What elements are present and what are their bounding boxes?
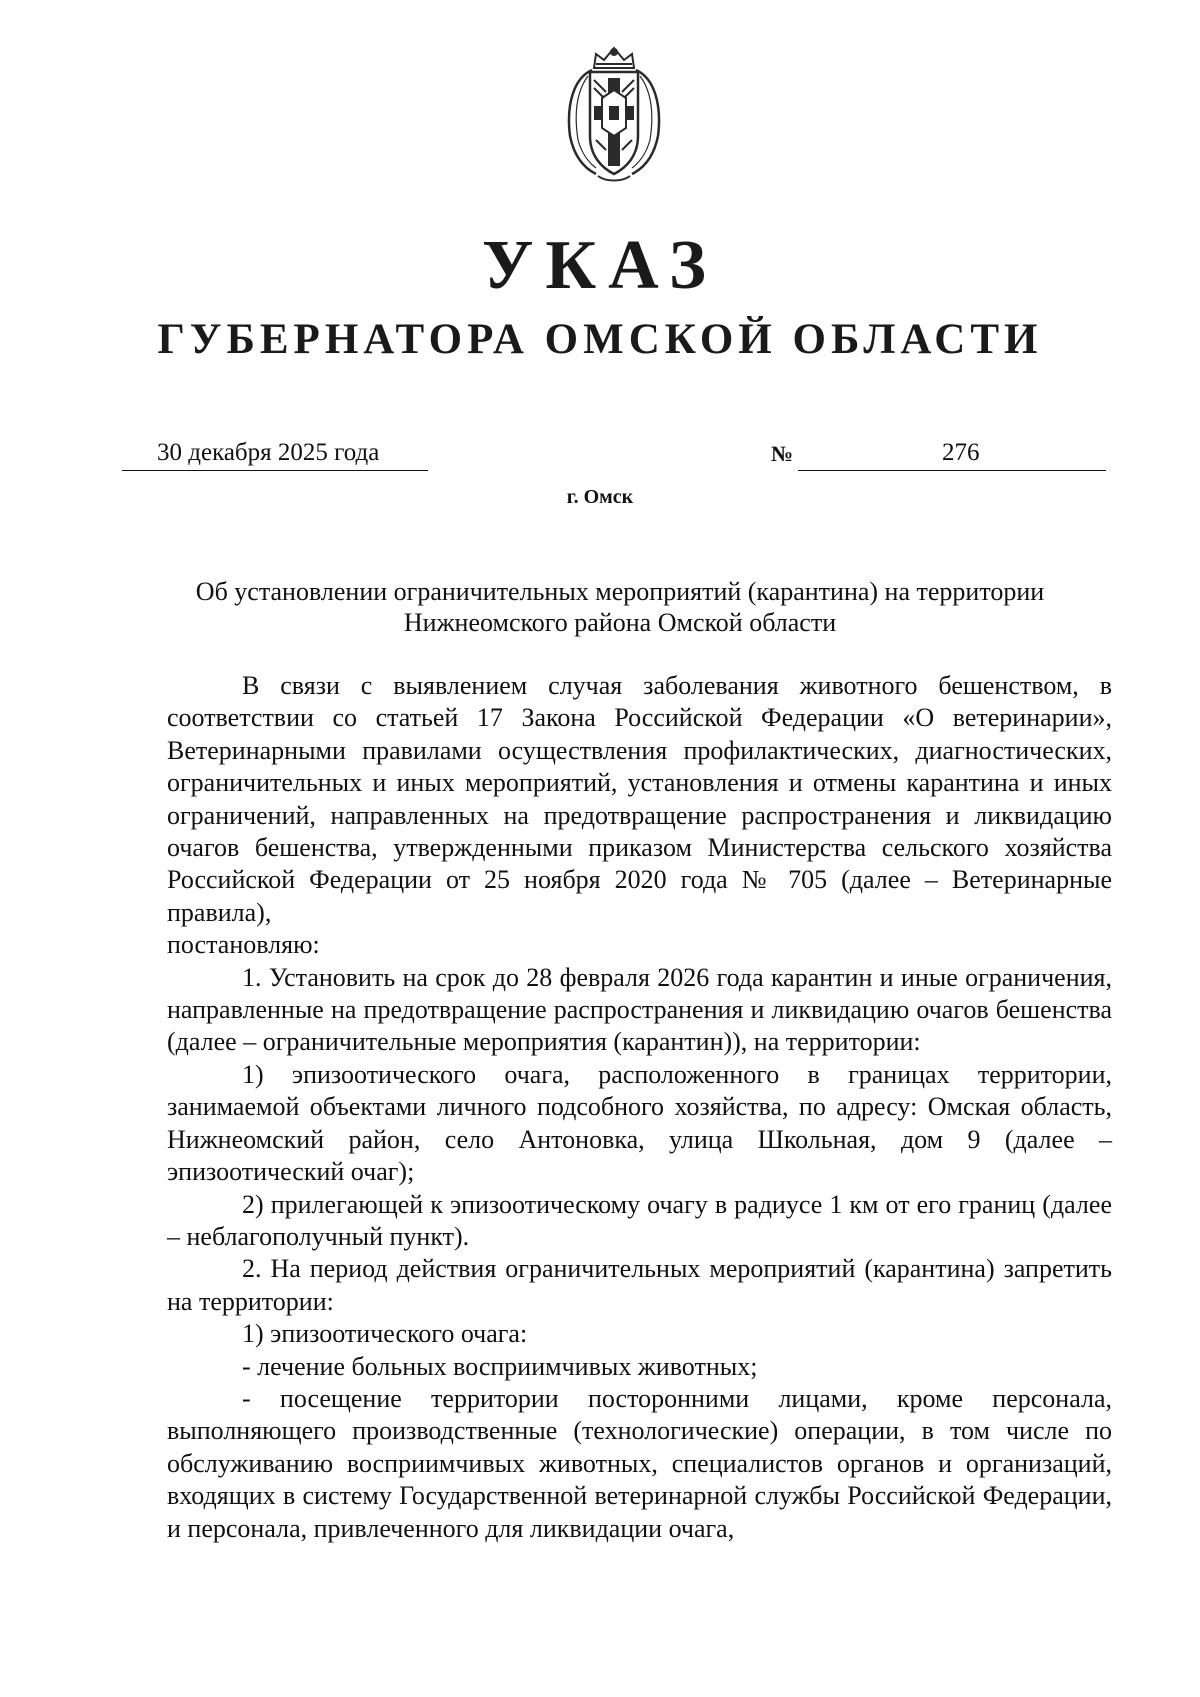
document-number: 276 [942, 439, 980, 466]
date-field [122, 436, 428, 471]
subject-line: Об установлении ограничительных мероприятий (карантина) на территории [195, 577, 1045, 606]
number-label: № [771, 441, 794, 466]
paragraph-item-1: 1. Установить на срок до 28 февраля 2026 года карантин и иные ограничения, направленные на предотвращение распространения и ликвидацию очагов бешенства (далее – ограничительные мероприятия (карантин)), на территории: [167, 962, 1112, 1057]
paragraph-item-2: 2. На период действия ограничительных мероприятий (карантина) запретить на территории: [167, 1254, 1112, 1316]
paragraph-subitem: 2) прилегающей к эпизоотическому очагу в радиусе 1 км от его границ (далее – неблагополучный пункт). [167, 1189, 1112, 1251]
subject-line: Нижнеомского района Омской области [403, 608, 837, 637]
document-body [167, 670, 1112, 1545]
number-field [798, 436, 1106, 471]
paragraph-bullet: - посещение территории посторонними лицами, кроме персонала, выполняющего производственные (технологические) операции, в том числе по обслуживанию восприимчивых животных, специалистов органов и организаций, входящих в систему Государственной ветеринарной службы Российской Федерации, и персонала, привлеченного для ликвидации очага, [167, 1383, 1112, 1543]
paragraph-decree: постановляю: [167, 930, 320, 960]
paragraph-subitem: 1) эпизоотического очага: [242, 1319, 528, 1349]
paragraph-subitem: 1) эпизоотического очага, расположенного в границах территории, занимаемой объектами личного подсобного хозяйства, по адресу: Омская область, Нижнеомский район, село Антоновка, улица Школьная, дом 9 (далее – эпизоотический очаг); [167, 1059, 1112, 1187]
city: г. Омск [566, 486, 634, 508]
document-date: 30 декабря 2025 года [157, 439, 380, 466]
paragraph-bullet: - лечение больных восприимчивых животных; [242, 1351, 758, 1381]
document-title: УКАЗ [482, 227, 718, 304]
issuer-title: ГУБЕРНАТОРА ОМСКОЙ ОБЛАСТИ [157, 316, 1043, 363]
document-subject [120, 576, 1120, 638]
paragraph-preamble: В связи с выявлением случая заболевания животного бешенством, в соответствии со статьей 17 Закона Российской Федерации «О ветеринарии», Ветеринарными правилами осуществления профилактических, диагностических, ограничительных и иных мероприятий, установления и отмены карантина и иных ограничений, направленных на предотвращение распространения и ликвидацию очагов бешенства, утвержденными приказом Министерства сельского хозяйства Российской Федерации от 25 ноября 2020 года № 705 (далее – Ветеринарные правила), [167, 671, 1112, 927]
coat-of-arms-icon [562, 44, 666, 184]
